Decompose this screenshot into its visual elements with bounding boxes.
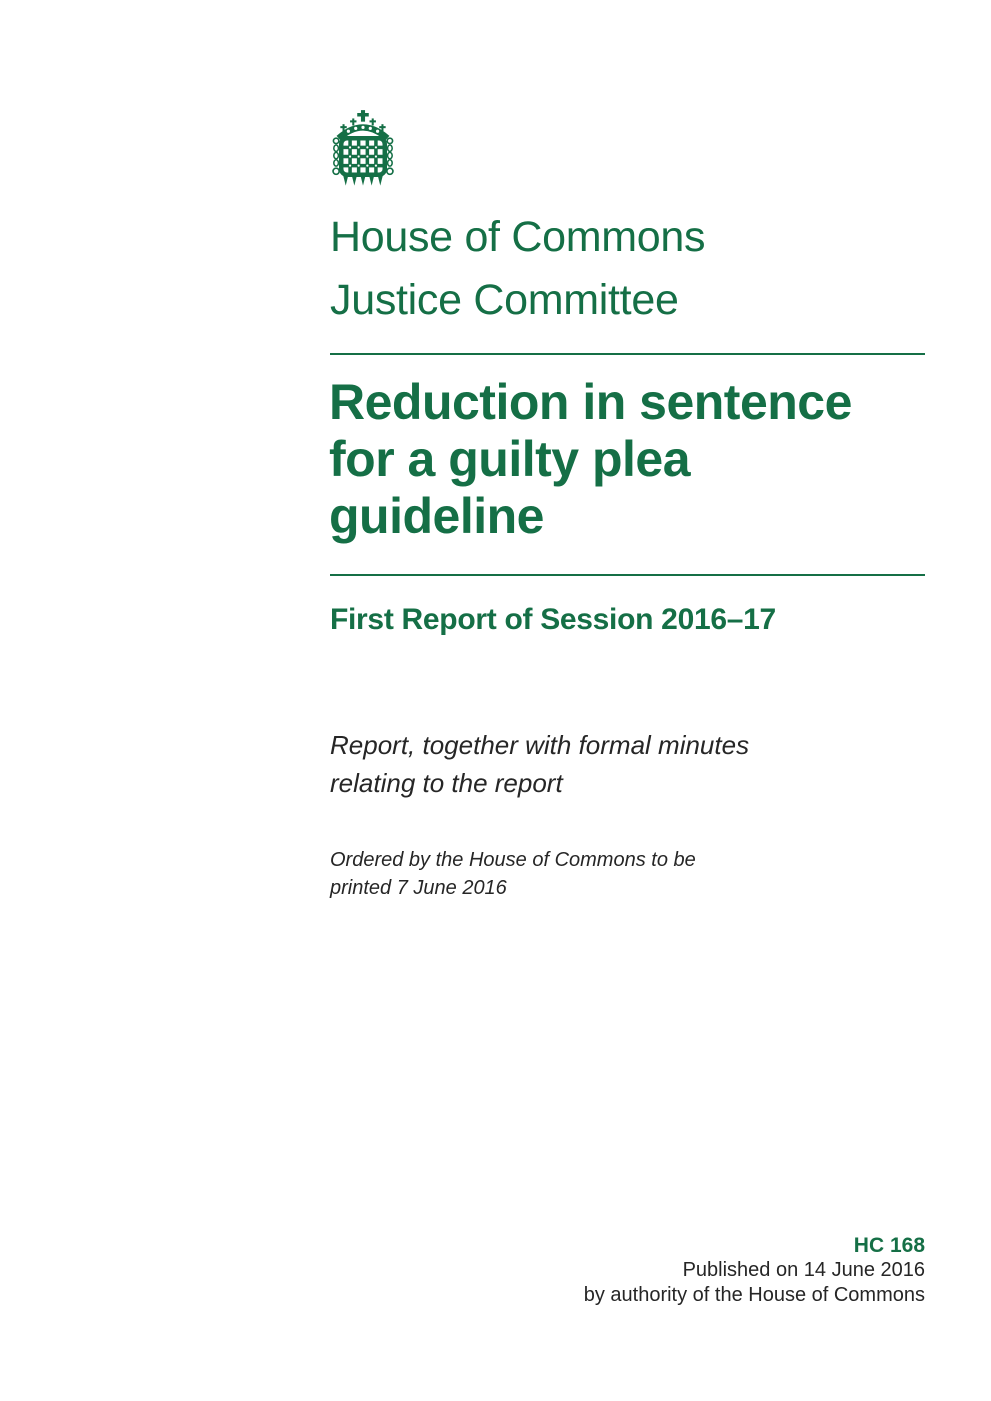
order-note-line-1: Ordered by the House of Commons to be (330, 849, 696, 871)
published-date: Published on 14 June 2016 (682, 1259, 925, 1281)
report-title-line-2: for a guilty plea (329, 431, 691, 487)
authority-line: by authority of the House of Commons (583, 1284, 925, 1306)
report-description-line-1: Report, together with formal minutes (330, 730, 750, 760)
organisation-name: House of Commons (330, 213, 706, 261)
portcullis-crown-logo-icon (331, 109, 395, 197)
report-title-line-3: guideline (329, 488, 544, 544)
order-note-line-2: printed 7 June 2016 (330, 877, 507, 899)
divider-top (330, 353, 925, 355)
report-title-line-1: Reduction in sentence (329, 374, 852, 430)
organisation-block (330, 206, 705, 332)
publication-details (584, 1233, 925, 1308)
hc-number: HC 168 (853, 1234, 925, 1257)
report-description (330, 726, 749, 802)
committee-name: Justice Committee (330, 276, 679, 324)
report-description-line-2: relating to the report (330, 768, 563, 798)
session-heading: First Report of Session 2016–17 (330, 603, 776, 636)
divider-bottom (330, 574, 925, 576)
order-note (330, 846, 696, 902)
report-title (329, 374, 852, 545)
